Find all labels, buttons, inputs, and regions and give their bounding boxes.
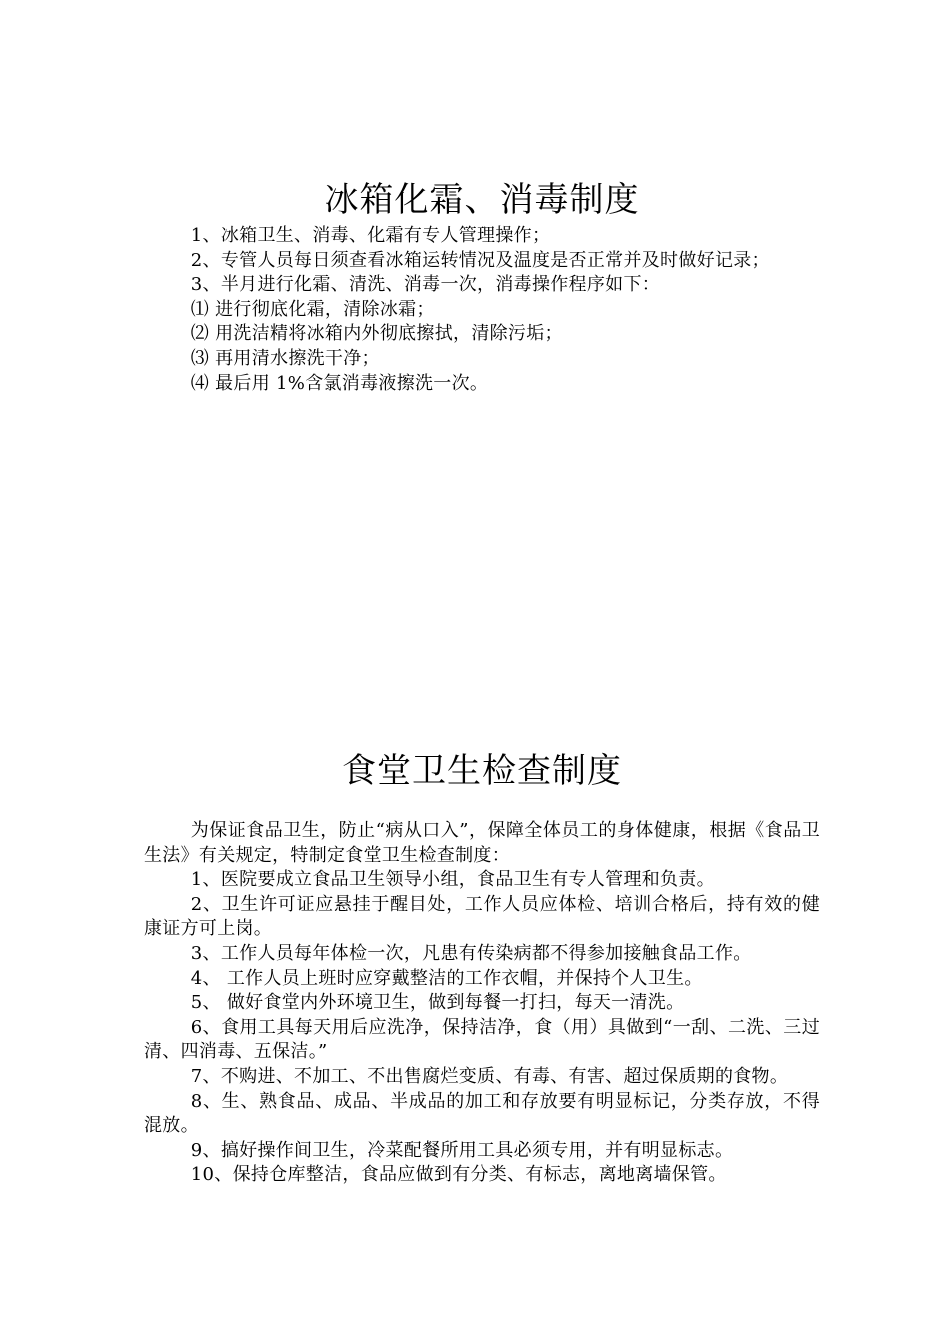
paragraph: ⑶ 再用清水擦洗干净；: [190, 347, 380, 369]
paragraph: 2、卫生许可证应悬挂于醒目处，工作人员应体检、培训合格后，持有效的健康证方可上岗。: [144, 893, 820, 940]
paragraph: 7、不购进、不加工、不出售腐烂变质、有毒、有害、超过保质期的食物。: [190, 1065, 789, 1087]
paragraph: 8、生、熟食品、成品、半成品的加工和存放要有明显标记，分类存放，不得混放。: [144, 1090, 820, 1137]
paragraph: 10、保持仓库整洁，食品应做到有分类、有标志，离地离墙保管。: [190, 1164, 727, 1186]
section-title: 冰箱化霜、消毒制度: [324, 180, 640, 220]
paragraph: 1、冰箱卫生、消毒、化霜有专人管理操作；: [190, 225, 551, 246]
section-title: 食堂卫生检查制度: [342, 751, 622, 791]
paragraph: 1、医院要成立食品卫生领导小组，食品卫生有专人管理和负责。: [190, 869, 715, 891]
paragraph: ⑵ 用洗洁精将冰箱内外彻底擦拭，清除污垢；: [190, 323, 563, 345]
paragraph: 9、搞好操作间卫生，冷菜配餐所用工具必须专用，并有明显标志。: [190, 1139, 734, 1161]
paragraph: ⑴ 进行彻底化霜，清除冰霜；: [190, 298, 435, 320]
fridge-policy-section: [144, 176, 820, 396]
paragraph: ⑷ 最后用 1%含氯消毒液擦洗一次。: [190, 372, 489, 394]
paragraph: 4、 工作人员上班时应穿戴整洁的工作衣帽，并保持个人卫生。: [190, 967, 703, 989]
canteen-policy-section: [144, 747, 820, 1188]
paragraph: 6、食用工具每天用后应洗净，保持洁净，食（用）具做到“一刮、二洗、三过清、四消毒、五保洁。”: [144, 1016, 820, 1063]
paragraph: 2、专管人员每日须查看冰箱运转情况及温度是否正常并及时做好记录；: [190, 249, 770, 271]
paragraph: 为保证食品卫生，防止“病从口入”，保障全体员工的身体健康，根据《食品卫生法》有关规定，特制定食堂卫生检查制度：: [144, 820, 820, 866]
paragraph: 3、工作人员每年体检一次，凡患有传染病都不得参加接触食品工作。: [190, 942, 752, 964]
paragraph: 3、半月进行化霜、清洗、消毒一次，消毒操作程序如下：: [190, 274, 661, 296]
paragraph: 5、 做好食堂内外环境卫生，做到每餐一打扫，每天一清洗。: [190, 992, 685, 1014]
